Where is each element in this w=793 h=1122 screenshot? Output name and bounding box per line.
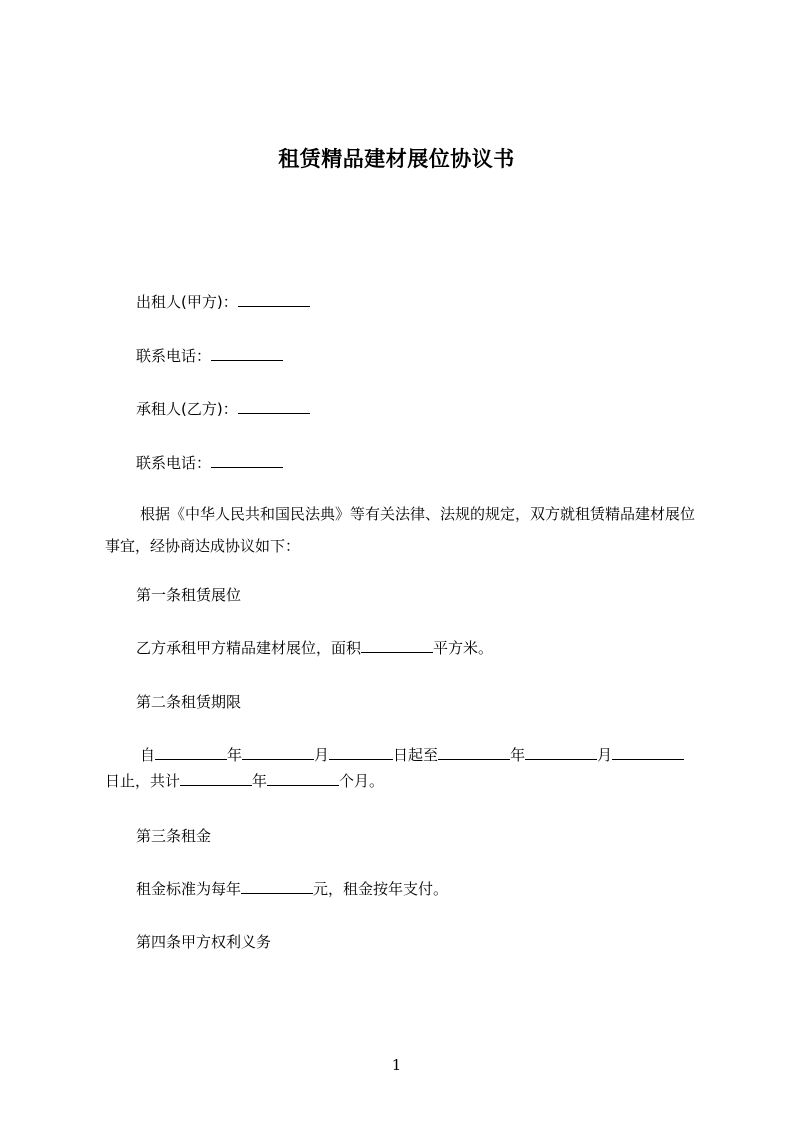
document-title: 租赁精品建材展位协议书	[278, 147, 515, 171]
article1-text-a: 乙方承租甲方精品建材展位，面积	[136, 639, 362, 657]
article2-line1	[105, 745, 684, 765]
article2-end-month: 月	[597, 746, 613, 764]
start-month-blank	[242, 745, 314, 760]
area-blank	[361, 638, 433, 653]
article1-text-b: 平方米。	[433, 639, 494, 657]
end-year-blank	[438, 745, 510, 760]
lessor-phone-label: 联系电话：	[136, 347, 212, 365]
article2-day-start: 日起至	[393, 746, 439, 764]
total-months-blank	[267, 771, 339, 786]
lessor-label: 出租人(甲方)：	[136, 293, 238, 311]
article2-heading: 第二条租赁期限	[136, 693, 242, 711]
article1-text	[105, 638, 493, 658]
page-number: 1	[391, 1056, 402, 1074]
lessor-phone-blank	[211, 346, 283, 361]
article3-heading: 第三条租金	[136, 827, 212, 845]
lessor-blank	[238, 292, 310, 307]
lessee-phone-label: 联系电话：	[136, 454, 212, 472]
end-month-blank	[525, 745, 597, 760]
article3-text-a: 租金标准为每年	[136, 880, 242, 898]
article2-end-year: 年	[510, 746, 526, 764]
article2-line2	[105, 771, 384, 791]
rent-blank	[241, 879, 313, 894]
lessee-phone-blank	[211, 453, 283, 468]
article4-heading: 第四条甲方权利义务	[136, 933, 272, 951]
article3-text-b: 元，租金按年支付。	[313, 880, 449, 898]
lessee-line	[105, 399, 310, 419]
article2-month: 月	[314, 746, 330, 764]
end-day-blank	[612, 745, 684, 760]
article3-text	[105, 879, 448, 899]
article1-heading: 第一条租赁展位	[136, 586, 242, 604]
intro-paragraph: 根据《中华人民共和国民法典》等有关法律、法规的规定，双方就租赁精品建材展位事宜，经协商达成协议如下：	[105, 505, 696, 555]
lessor-line	[105, 292, 310, 312]
lessee-label: 承租人(乙方)：	[136, 400, 238, 418]
article2-end-day: 日止，共计	[105, 772, 181, 790]
lessee-blank	[238, 399, 310, 414]
article2-total-year: 年	[252, 772, 268, 790]
total-year-blank	[180, 771, 252, 786]
lessee-phone-line	[105, 453, 283, 473]
article2-from: 自	[140, 746, 156, 764]
start-day-blank	[329, 745, 393, 760]
lessor-phone-line	[105, 346, 283, 366]
article2-year: 年	[227, 746, 243, 764]
start-year-blank	[155, 745, 227, 760]
article2-total-months: 个月。	[339, 772, 385, 790]
